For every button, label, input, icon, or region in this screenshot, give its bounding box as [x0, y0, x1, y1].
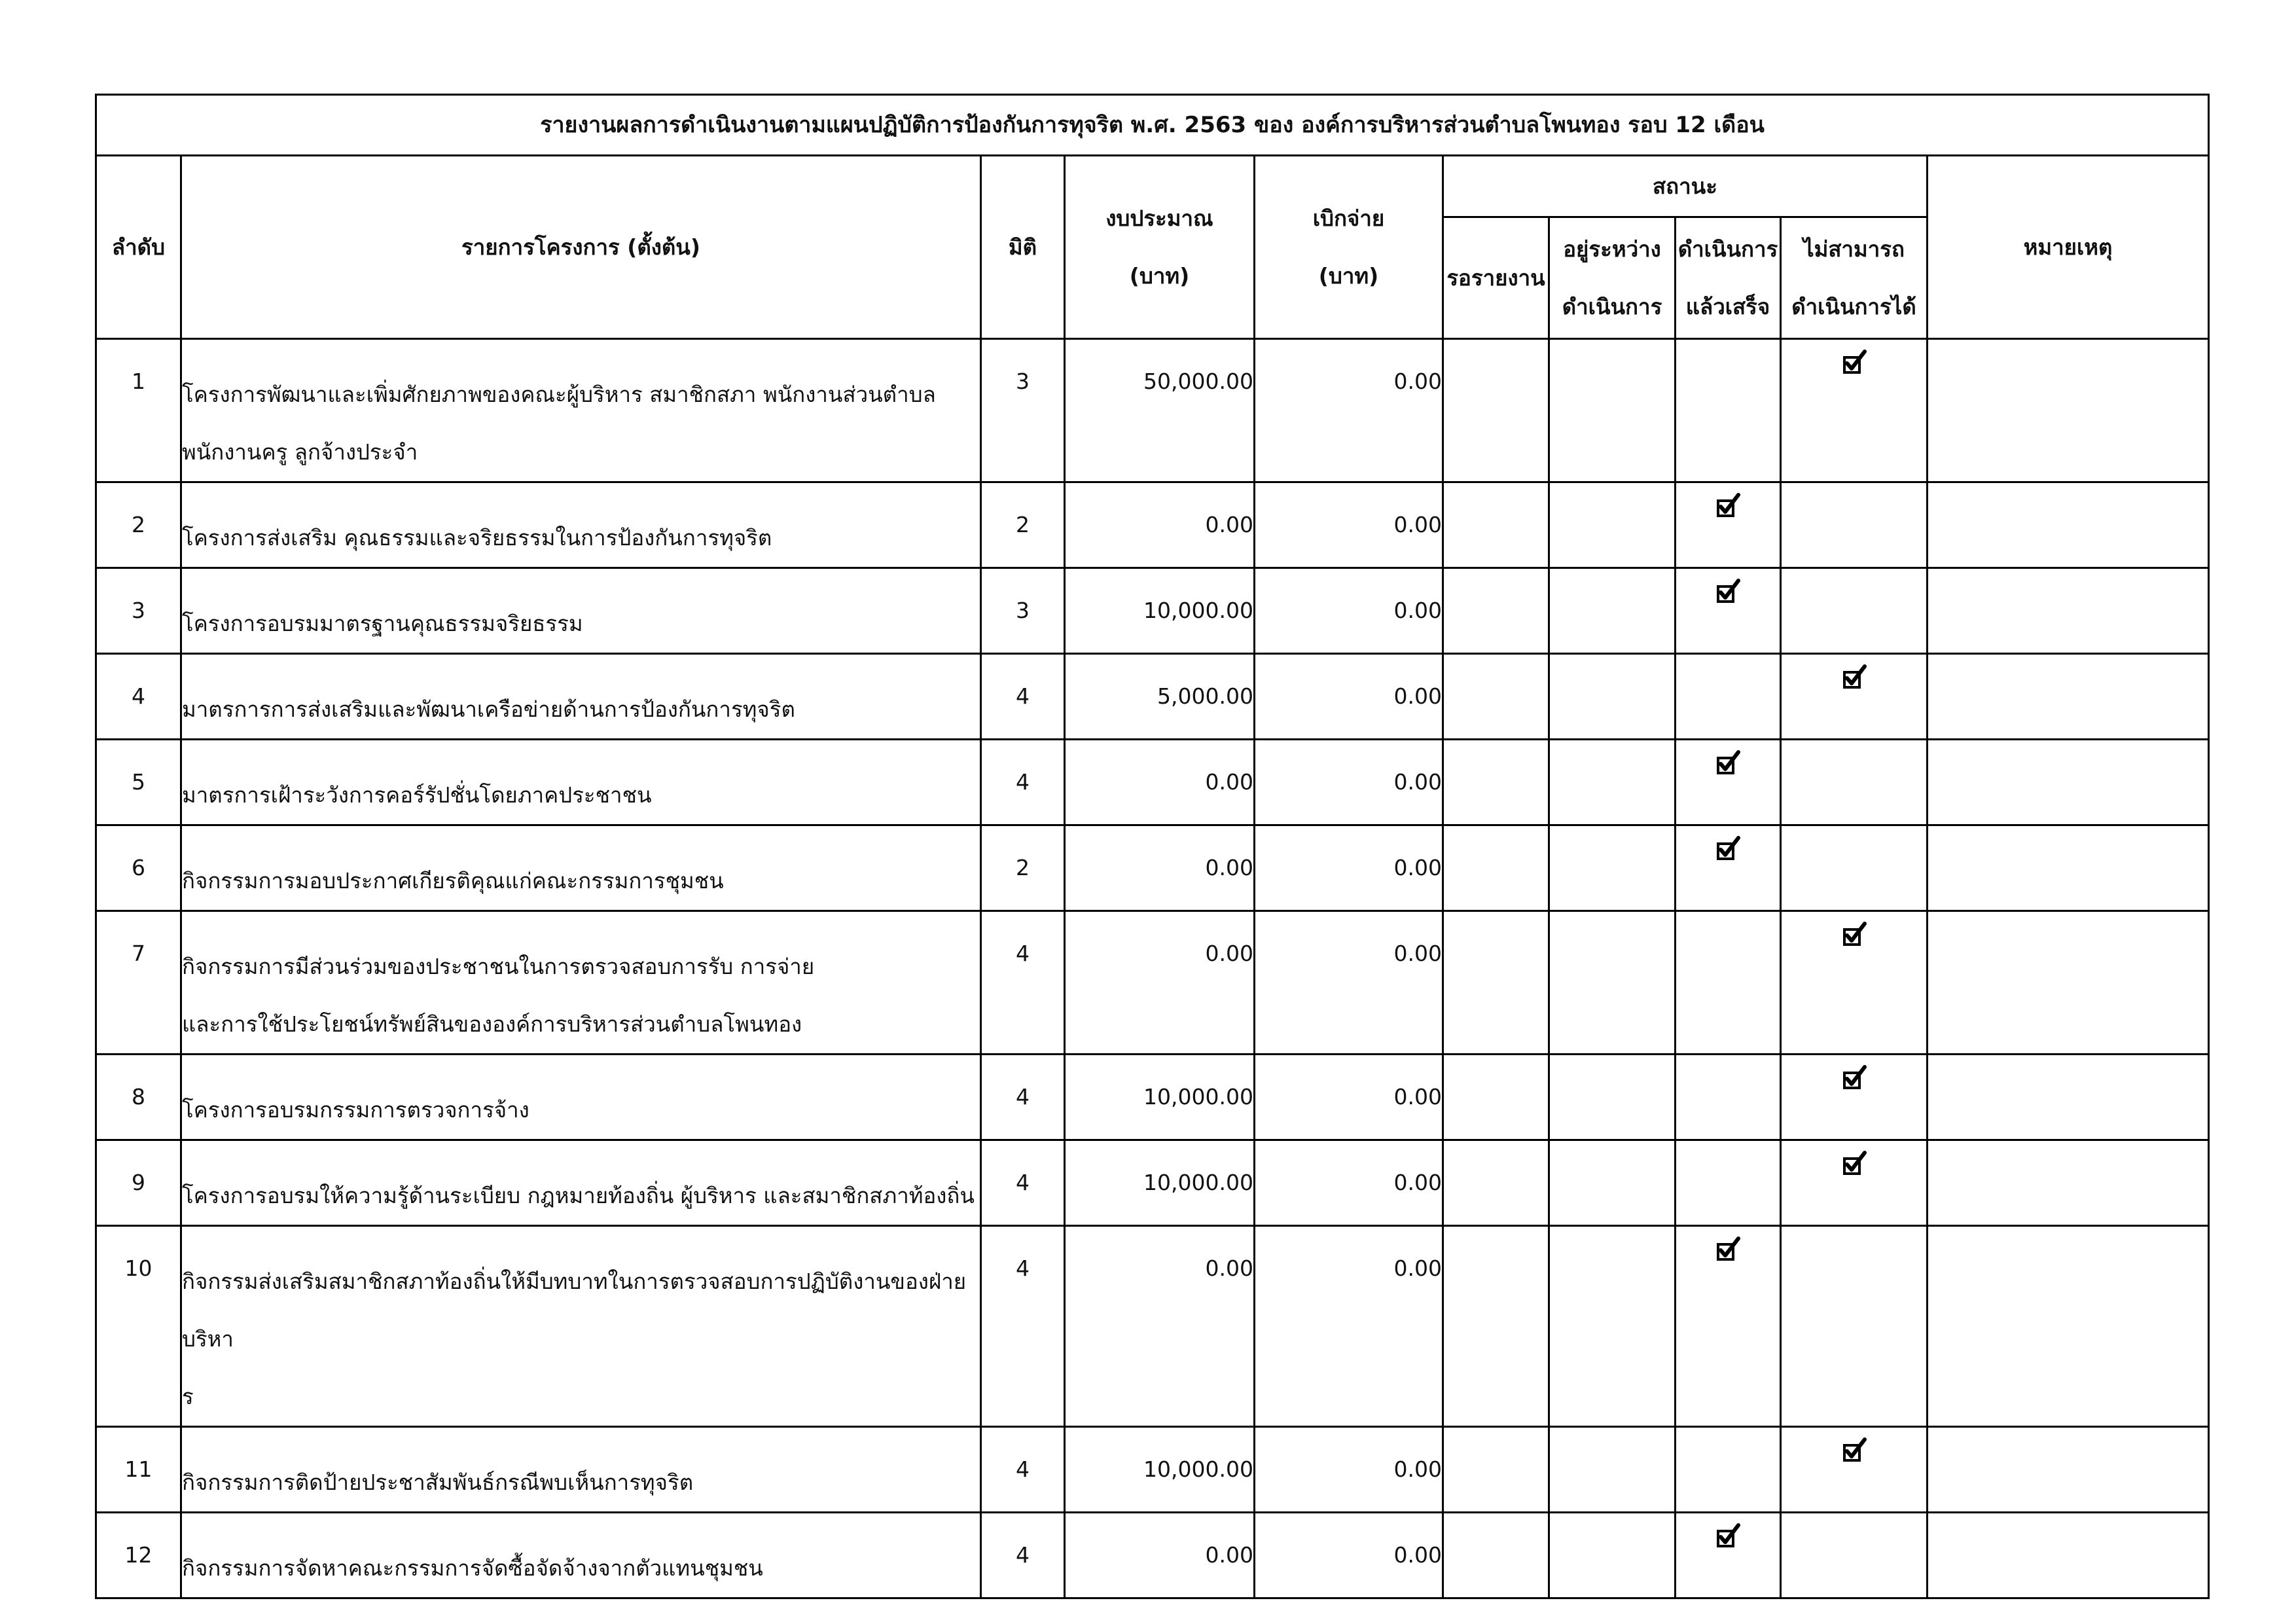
row-status-wait-cell: [1443, 1226, 1549, 1427]
header-status-cannot-line1: ไม่สามารถ: [1803, 236, 1905, 262]
row-order: 8: [132, 1084, 145, 1110]
row-spent-cell: [1255, 1427, 1443, 1513]
row-budget: 0.00: [1205, 941, 1253, 966]
row-project-cell: [181, 339, 981, 482]
row-dimension: 4: [1016, 1542, 1030, 1568]
row-status-progress-cell: [1549, 1226, 1676, 1427]
row-budget: 0.00: [1205, 769, 1253, 795]
row-order: 1: [132, 369, 145, 394]
row-budget-cell: [1065, 482, 1255, 568]
row-status-wait-cell: [1443, 911, 1549, 1055]
row-status-done-cell: [1676, 1427, 1781, 1513]
row-status-done-cell: [1676, 825, 1781, 911]
row-status-done-cell: [1676, 339, 1781, 482]
row-status-cannot-cell: [1781, 482, 1928, 568]
row-status-progress-cell: [1549, 482, 1676, 568]
row-dimension: 3: [1016, 369, 1030, 394]
row-project-line: กิจกรรมการมีส่วนร่วมของประชาชนในการตรวจสอบการรับ การจ่าย: [182, 954, 815, 979]
row-budget-cell: [1065, 740, 1255, 825]
row-spent: 0.00: [1393, 1456, 1442, 1482]
row-spent-cell: [1255, 568, 1443, 654]
table-row: [96, 482, 2209, 568]
row-project-cell: [181, 654, 981, 740]
row-status-progress-cell: [1549, 825, 1676, 911]
row-order-cell: [96, 911, 181, 1055]
row-status-done-cell: [1676, 1140, 1781, 1226]
row-dimension-cell: [981, 740, 1065, 825]
row-dimension-cell: [981, 568, 1065, 654]
row-status-cannot-cell: [1781, 1513, 1928, 1598]
row-spent: 0.00: [1393, 512, 1442, 537]
row-dimension-cell: [981, 1140, 1065, 1226]
row-dimension: 4: [1016, 769, 1030, 795]
row-status-cannot-cell: [1781, 740, 1928, 825]
row-status-wait-cell: [1443, 339, 1549, 482]
row-status-progress-cell: [1549, 339, 1676, 482]
row-dimension-cell: [981, 1055, 1065, 1140]
row-budget-cell: [1065, 911, 1255, 1055]
row-dimension-cell: [981, 1513, 1065, 1598]
row-budget: 0.00: [1205, 855, 1253, 880]
row-dimension: 3: [1016, 598, 1030, 623]
row-budget: 0.00: [1205, 512, 1253, 537]
row-order: 4: [132, 683, 145, 709]
checked-box-icon: [1841, 664, 1867, 690]
row-order-cell: [96, 825, 181, 911]
row-status-progress-cell: [1549, 1140, 1676, 1226]
row-budget-cell: [1065, 1055, 1255, 1140]
row-budget: 0.00: [1205, 1542, 1253, 1568]
row-dimension: 4: [1016, 1255, 1030, 1281]
row-budget: 0.00: [1205, 1255, 1253, 1281]
row-order-cell: [96, 1427, 181, 1513]
row-order-cell: [96, 1055, 181, 1140]
row-spent-cell: [1255, 482, 1443, 568]
checked-box-icon: [1715, 1236, 1741, 1262]
row-status-done-cell: [1676, 568, 1781, 654]
header-dimension: มิติ: [981, 156, 1065, 339]
row-project-cell: [181, 1226, 981, 1427]
row-dimension-cell: [981, 911, 1065, 1055]
checked-box-icon: [1715, 578, 1741, 604]
row-dimension-cell: [981, 654, 1065, 740]
header-status: สถานะ: [1443, 156, 1928, 217]
row-status-cannot-cell: [1781, 568, 1928, 654]
row-status-wait-cell: [1443, 568, 1549, 654]
row-order-cell: [96, 568, 181, 654]
row-budget-cell: [1065, 825, 1255, 911]
row-spent: 0.00: [1393, 941, 1442, 966]
table-row: [96, 339, 2209, 482]
row-spent: 0.00: [1393, 683, 1442, 709]
table-row: [96, 654, 2209, 740]
row-project-line: ร: [182, 1384, 194, 1409]
row-spent: 0.00: [1393, 855, 1442, 880]
row-spent-cell: [1255, 1140, 1443, 1226]
row-project-line: โครงการพัฒนาและเพิ่มศักยภาพของคณะผู้บริหาร สมาชิกสภา พนักงานส่วนตำบล: [182, 382, 936, 407]
header-spent-line1: เบิกจ่าย: [1312, 205, 1385, 231]
row-status-wait-cell: [1443, 1140, 1549, 1226]
table-row: [96, 825, 2209, 911]
row-spent-cell: [1255, 1513, 1443, 1598]
row-spent: 0.00: [1393, 1542, 1442, 1568]
row-budget-cell: [1065, 1140, 1255, 1226]
row-dimension: 4: [1016, 1456, 1030, 1482]
row-status-cannot-cell: [1781, 1226, 1928, 1427]
table-row: [96, 1513, 2209, 1598]
header-budget-line1: งบประมาณ: [1105, 205, 1213, 231]
row-dimension: 2: [1016, 512, 1030, 537]
row-order-cell: [96, 740, 181, 825]
header-remark: หมายเหตุ: [1928, 156, 2209, 339]
row-status-done-cell: [1676, 1226, 1781, 1427]
checked-box-icon: [1715, 492, 1741, 518]
row-order: 7: [132, 941, 145, 966]
row-dimension-cell: [981, 482, 1065, 568]
row-order-cell: [96, 1140, 181, 1226]
row-order: 3: [132, 598, 145, 623]
row-status-cannot-cell: [1781, 339, 1928, 482]
row-spent-cell: [1255, 911, 1443, 1055]
header-status-progress-line2: ดำเนินการ: [1562, 293, 1662, 319]
row-order-cell: [96, 1513, 181, 1598]
row-status-cannot-cell: [1781, 1427, 1928, 1513]
header-project: รายการโครงการ (ตั้งต้น): [181, 156, 981, 339]
row-remark-cell: [1928, 825, 2209, 911]
row-remark-cell: [1928, 654, 2209, 740]
row-status-cannot-cell: [1781, 911, 1928, 1055]
row-budget-cell: [1065, 1427, 1255, 1513]
table-row: [96, 740, 2209, 825]
checked-box-icon: [1841, 1150, 1867, 1176]
row-status-progress-cell: [1549, 654, 1676, 740]
row-budget-cell: [1065, 1226, 1255, 1427]
checked-box-icon: [1715, 1523, 1741, 1549]
header-status-progress-line1: อยู่ระหว่าง: [1563, 236, 1661, 262]
row-status-cannot-cell: [1781, 1140, 1928, 1226]
header-budget: [1065, 156, 1255, 339]
table-row: [96, 1226, 2209, 1427]
row-status-cannot-cell: [1781, 825, 1928, 911]
row-project-cell: [181, 1513, 981, 1598]
row-dimension: 4: [1016, 941, 1030, 966]
row-budget-cell: [1065, 654, 1255, 740]
row-spent: 0.00: [1393, 1084, 1442, 1110]
row-status-progress-cell: [1549, 568, 1676, 654]
row-status-wait-cell: [1443, 1055, 1549, 1140]
checked-box-icon: [1841, 349, 1867, 375]
row-budget: 10,000.00: [1143, 1170, 1253, 1195]
checked-box-icon: [1841, 1437, 1867, 1463]
row-spent-cell: [1255, 654, 1443, 740]
row-budget: 10,000.00: [1143, 598, 1253, 623]
row-spent: 0.00: [1393, 1255, 1442, 1281]
row-project-line: พนักงานครู ลูกจ้างประจำ: [182, 439, 418, 465]
row-status-done-cell: [1676, 1513, 1781, 1598]
row-remark-cell: [1928, 1055, 2209, 1140]
row-budget: 50,000.00: [1143, 369, 1253, 394]
row-project-line: โครงการอบรมมาตรฐานคุณธรรมจริยธรรม: [182, 611, 583, 636]
row-status-progress-cell: [1549, 1427, 1676, 1513]
row-status-progress-cell: [1549, 1055, 1676, 1140]
row-status-done-cell: [1676, 654, 1781, 740]
row-project-cell: [181, 1140, 981, 1226]
row-spent-cell: [1255, 1226, 1443, 1427]
row-project-line: กิจกรรมการติดป้ายประชาสัมพันธ์กรณีพบเห็นการทุจริต: [182, 1470, 694, 1495]
row-project-cell: [181, 825, 981, 911]
row-project-line: โครงการส่งเสริม คุณธรรมและจริยธรรมในการป้องกันการทุจริต: [182, 525, 772, 550]
row-budget-cell: [1065, 568, 1255, 654]
row-remark-cell: [1928, 911, 2209, 1055]
row-status-done-cell: [1676, 1055, 1781, 1140]
report-body: [96, 339, 2209, 1598]
row-spent: 0.00: [1393, 369, 1442, 394]
row-remark-cell: [1928, 1140, 2209, 1226]
row-order: 10: [124, 1255, 152, 1281]
row-budget: 10,000.00: [1143, 1084, 1253, 1110]
header-spent: [1255, 156, 1443, 339]
header-status-done: [1676, 217, 1781, 339]
header-status-done-line2: แล้วเสร็จ: [1685, 293, 1770, 319]
row-spent-cell: [1255, 1055, 1443, 1140]
row-spent: 0.00: [1393, 1170, 1442, 1195]
row-status-cannot-cell: [1781, 654, 1928, 740]
row-status-wait-cell: [1443, 654, 1549, 740]
row-status-wait-cell: [1443, 825, 1549, 911]
row-order: 6: [132, 855, 145, 880]
row-project-line: กิจกรรมส่งเสริมสมาชิกสภาท้องถิ่นให้มีบทบาทในการตรวจสอบการปฏิบัติงานของฝ่ายบริหา: [182, 1269, 967, 1352]
row-spent-cell: [1255, 740, 1443, 825]
row-status-wait-cell: [1443, 482, 1549, 568]
row-dimension: 2: [1016, 855, 1030, 880]
row-project-line: กิจกรรมการจัดหาคณะกรรมการจัดซื้อจัดจ้างจากตัวแทนชุมชน: [182, 1555, 763, 1581]
row-dimension: 4: [1016, 1170, 1030, 1195]
row-status-done-cell: [1676, 482, 1781, 568]
header-spent-line2: (บาท): [1318, 262, 1379, 289]
row-status-wait-cell: [1443, 1427, 1549, 1513]
row-order: 12: [124, 1542, 152, 1568]
row-project-line: มาตรการเฝ้าระวังการคอร์รัปชั่นโดยภาคประชาชน: [182, 782, 652, 808]
row-spent: 0.00: [1393, 769, 1442, 795]
row-remark-cell: [1928, 568, 2209, 654]
report-table: [95, 94, 2210, 1599]
row-order-cell: [96, 339, 181, 482]
table-row: [96, 1055, 2209, 1140]
header-status-progress: [1549, 217, 1676, 339]
row-project-cell: [181, 911, 981, 1055]
row-spent-cell: [1255, 825, 1443, 911]
row-budget: 5,000.00: [1157, 683, 1253, 709]
header-status-cannot: [1781, 217, 1928, 339]
row-order: 9: [132, 1170, 145, 1195]
row-remark-cell: [1928, 1427, 2209, 1513]
table-row: [96, 1140, 2209, 1226]
row-remark-cell: [1928, 339, 2209, 482]
row-dimension: 4: [1016, 1084, 1030, 1110]
row-dimension-cell: [981, 1226, 1065, 1427]
row-status-progress-cell: [1549, 740, 1676, 825]
row-budget-cell: [1065, 1513, 1255, 1598]
row-remark-cell: [1928, 482, 2209, 568]
row-status-done-cell: [1676, 740, 1781, 825]
row-dimension: 4: [1016, 683, 1030, 709]
row-order-cell: [96, 1226, 181, 1427]
checked-box-icon: [1841, 921, 1867, 947]
checked-box-icon: [1715, 835, 1741, 861]
row-status-progress-cell: [1549, 911, 1676, 1055]
row-order-cell: [96, 482, 181, 568]
row-remark-cell: [1928, 1513, 2209, 1598]
row-project-cell: [181, 1427, 981, 1513]
row-dimension-cell: [981, 825, 1065, 911]
row-dimension-cell: [981, 1427, 1065, 1513]
row-project-line: มาตรการการส่งเสริมและพัฒนาเครือข่ายด้านการป้องกันการทุจริต: [182, 696, 795, 722]
row-project-cell: [181, 740, 981, 825]
checked-box-icon: [1841, 1064, 1867, 1091]
row-status-progress-cell: [1549, 1513, 1676, 1598]
row-order-cell: [96, 654, 181, 740]
row-order: 5: [132, 769, 145, 795]
row-order: 11: [124, 1456, 152, 1482]
row-project-cell: [181, 568, 981, 654]
row-spent: 0.00: [1393, 598, 1442, 623]
row-status-cannot-cell: [1781, 1055, 1928, 1140]
row-project-line: โครงการอบรมให้ความรู้ด้านระเบียบ กฎหมายท้องถิ่น ผู้บริหาร และสมาชิกสภาท้องถิ่น: [182, 1183, 975, 1208]
row-budget-cell: [1065, 339, 1255, 482]
row-project-cell: [181, 482, 981, 568]
row-project-line: และการใช้ประโยชน์ทรัพย์สินขององค์การบริหารส่วนตำบลโพนทอง: [182, 1011, 802, 1037]
row-remark-cell: [1928, 740, 2209, 825]
row-status-wait-cell: [1443, 740, 1549, 825]
header-order: ลำดับ: [96, 156, 181, 339]
header-status-cannot-line2: ดำเนินการได้: [1791, 293, 1916, 319]
header-budget-line2: (บาท): [1129, 262, 1190, 289]
row-project-cell: [181, 1055, 981, 1140]
row-status-wait-cell: [1443, 1513, 1549, 1598]
report-title: รายงานผลการดำเนินงานตามแผนปฏิบัติการป้องกันการทุจริต พ.ศ. 2563 ของ องค์การบริหารส่วนตำบลโพนทอง รอบ 12 เดือน: [96, 95, 2209, 156]
table-row: [96, 911, 2209, 1055]
header-status-wait: รอรายงาน: [1443, 217, 1549, 339]
row-project-line: กิจกรรมการมอบประกาศเกียรติคุณแก่คณะกรรมการชุมชน: [182, 868, 724, 893]
row-dimension-cell: [981, 339, 1065, 482]
row-budget: 10,000.00: [1143, 1456, 1253, 1482]
row-status-done-cell: [1676, 911, 1781, 1055]
row-project-line: โครงการอบรมกรรมการตรวจการจ้าง: [182, 1097, 529, 1123]
row-remark-cell: [1928, 1226, 2209, 1427]
table-row: [96, 568, 2209, 654]
checked-box-icon: [1715, 749, 1741, 776]
header-status-done-line1: ดำเนินการ: [1677, 236, 1778, 262]
row-spent-cell: [1255, 339, 1443, 482]
table-row: [96, 1427, 2209, 1513]
row-order: 2: [132, 512, 145, 537]
